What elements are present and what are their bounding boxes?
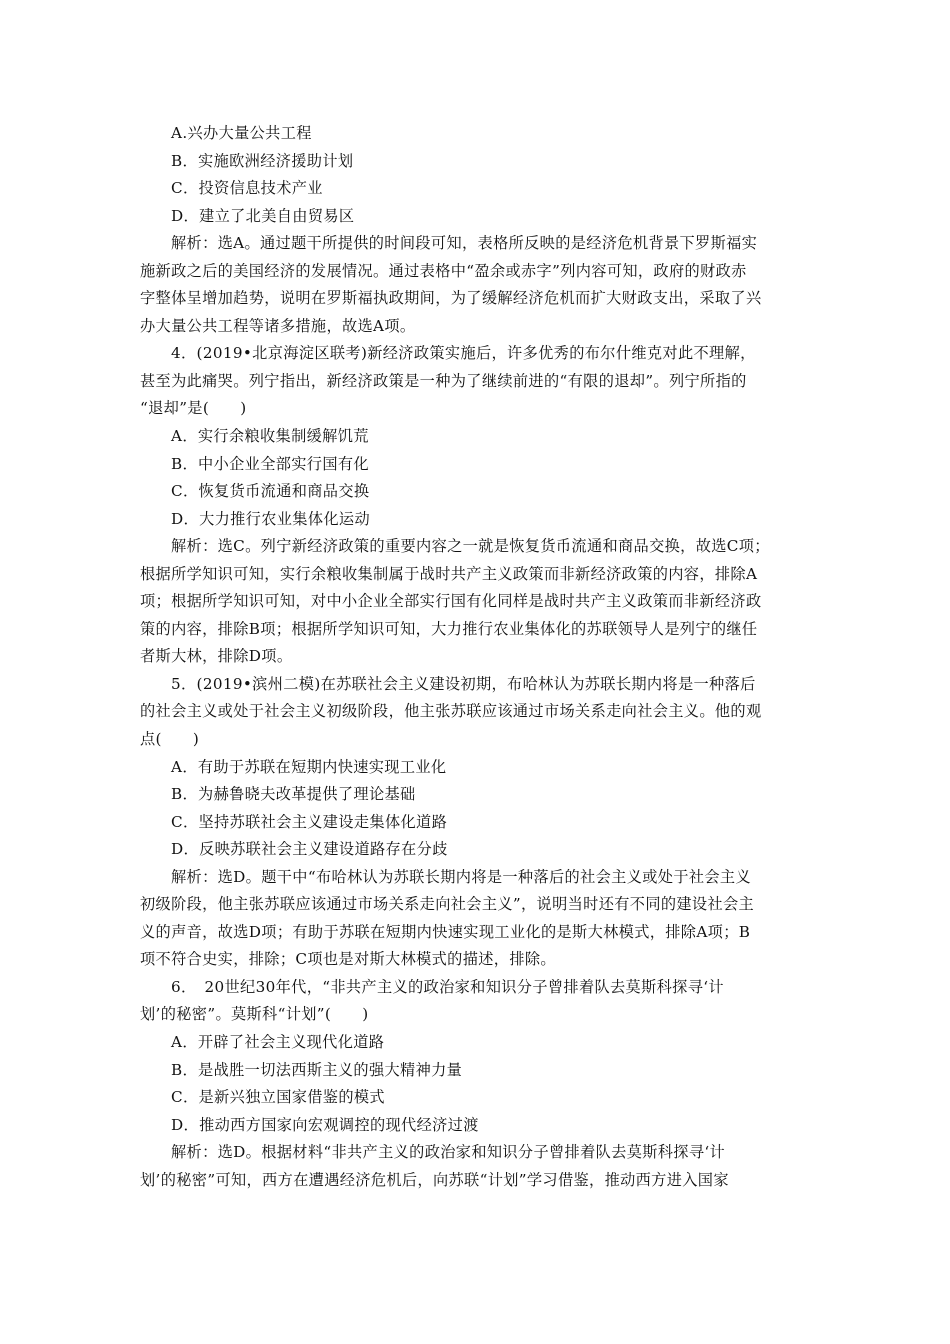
q5-stem-line: 点( ) [140, 730, 200, 748]
q5-analysis-line: 义的声音，故选D项；有助于苏联在短期内快速实现工业化的是斯大林模式，排除A项；B [140, 923, 751, 941]
q5-option-b: B．为赫鲁晓夫改革提供了理论基础 [171, 785, 416, 803]
q4-option-d: D．大力推行农业集体化运动 [171, 510, 370, 528]
q6-option-a: A．开辟了社会主义现代化道路 [171, 1033, 385, 1051]
q6-analysis-line: 解析：选D。根据材料“非共产主义的政治家和知识分子曾排着队去莫斯科探寻‘计 [171, 1143, 726, 1161]
q6-option-d: D．推动西方国家向宏观调控的现代经济过渡 [171, 1116, 479, 1134]
q4-stem-line: “退却”是( ) [140, 399, 247, 417]
q6-analysis-line: 划’的秘密”可知，西方在遭遇经济危机后，向苏联“计划”学习借鉴，推动西方进入国家 [140, 1171, 729, 1189]
q3-option-b: B．实施欧洲经济援助计划 [171, 152, 354, 170]
q3-option-d: D．建立了北美自由贸易区 [171, 207, 355, 225]
q5-stem-line: 5．(2019•滨州二模)在苏联社会主义建设初期，布哈林认为苏联长期内将是一种落后 [171, 675, 756, 693]
q4-option-b: B．中小企业全部实行国有化 [171, 455, 369, 473]
q3-option-c: C．投资信息技术产业 [171, 179, 323, 197]
q5-option-a: A．有助于苏联在短期内快速实现工业化 [171, 758, 447, 776]
q3-option-a: A.兴办大量公共工程 [171, 124, 312, 142]
q3-analysis-line: 施新政之后的美国经济的发展情况。通过表格中“盈余或赤字”列内容可知，政府的财政赤 [140, 262, 747, 280]
q4-analysis-line: 者斯大林，排除D项。 [140, 647, 293, 665]
q3-analysis-line: 字整体呈增加趋势，说明在罗斯福执政期间，为了缓解经济危机而扩大财政支出，采取了兴 [140, 289, 762, 307]
q5-stem-line: 的社会主义或处于社会主义初级阶段，他主张苏联应该通过市场关系走向社会主义。他的观 [140, 702, 762, 720]
q6-stem-line: 划’的秘密”。莫斯科“计划”( ) [140, 1005, 369, 1023]
q5-option-d: D．反映苏联社会主义建设道路存在分歧 [171, 840, 448, 858]
q3-analysis-line: 办大量公共工程等诸多措施，故选A项。 [140, 317, 416, 335]
q6-option-b: B．是战胜一切法西斯主义的强大精神力量 [171, 1061, 463, 1079]
q4-analysis-line: 解析：选C。列宁新经济政策的重要内容之一就是恢复货币流通和商品交换，故选C项； [171, 537, 770, 555]
q5-analysis-line: 初级阶段，他主张苏联应该通过市场关系走向社会主义”，说明当时还有不同的建设社会主 [140, 895, 755, 913]
q6-option-c: C．是新兴独立国家借鉴的模式 [171, 1088, 385, 1106]
q6-stem-line: 6． 20世纪30年代，“非共产主义的政治家和知识分子曾排着队去莫斯科探寻‘计 [171, 978, 724, 996]
q5-option-c: C．坚持苏联社会主义建设走集体化道路 [171, 813, 448, 831]
q4-analysis-line: 根据所学知识可知，实行余粮收集制属于战时共产主义政策而非新经济政策的内容，排除A [140, 565, 758, 583]
q4-analysis-line: 策的内容，排除B项；根据所学知识可知，大力推行农业集体化的苏联领导人是列宁的继任 [140, 620, 758, 638]
q3-analysis-line: 解析：选A。通过题干所提供的时间段可知，表格所反映的是经济危机背景下罗斯福实 [171, 234, 758, 252]
q4-analysis-line: 项；根据所学知识可知，对中小企业全部实行国有化同样是战时共产主义政策而非新经济政 [140, 592, 762, 610]
q4-option-c: C．恢复货币流通和商品交换 [171, 482, 370, 500]
q5-analysis-line: 解析：选D。题干中“布哈林认为苏联长期内将是一种落后的社会主义或处于社会主义 [171, 868, 751, 886]
q4-stem-line: 4．(2019•北京海淀区联考)新经济政策实施后，许多优秀的布尔什维克对此不理解， [171, 344, 756, 362]
q4-stem-line: 甚至为此痛哭。列宁指出，新经济政策是一种为了继续前进的“有限的退却”。列宁所指的 [140, 372, 747, 390]
q5-analysis-line: 项不符合史实，排除；C项也是对斯大林模式的描述，排除。 [140, 950, 556, 968]
q4-option-a: A．实行余粮收集制缓解饥荒 [171, 427, 369, 445]
